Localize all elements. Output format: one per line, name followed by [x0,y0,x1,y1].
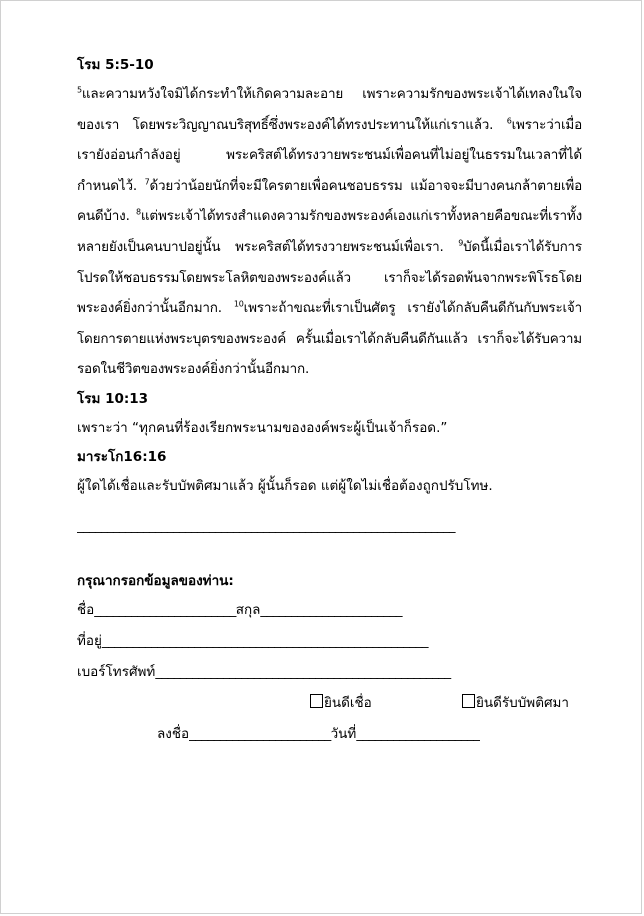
verse-number: 6 [506,116,512,126]
heading-romans-5: โรม 5:5-10 [77,57,154,73]
believe-option[interactable] [310,688,372,719]
name-field[interactable]: _______________________ [94,601,236,618]
believe-checkbox[interactable] [310,694,323,708]
surname-label: สกุล [235,601,261,618]
address-field[interactable]: _____________________________________________________ [101,632,428,649]
date-label: วันที่ [330,725,357,742]
verse-text: เพราะว่าเมื่อเรายังอ่อนกำลังอยู่ พระคริสต์ได้ทรงวายพระชนม์เพื่อคนที่ไม่อยู่ในธรรมในเวลาที่ได้กำหนดไว้. [77,116,582,194]
address-row [77,626,582,657]
verse-number: 9 [458,238,464,248]
phone-field[interactable]: ________________________________________________ [155,663,451,680]
mark-16-passage: ผู้ใดได้เชื่อและรับบัพติศมาแล้ว ผู้นั้นก็รอด แต่ผู้ใดไม่เชื่อต้องถูกปรับโทษ. [77,477,493,494]
date-field[interactable]: ____________________ [356,725,480,742]
name-row [77,595,582,626]
signature-row [77,719,582,750]
surname-field[interactable]: _______________________ [260,601,402,618]
signature-group [157,719,479,750]
believe-label: ยินดีเชื่อ [324,694,372,711]
verse-text: แต่พระเจ้าได้ทรงสำแดงความรักของพระองค์เองแก่เราทั้งหลายคือขณะที่เราทั้งหลายยังเป็นคนบาปอยู่นั้น พระคริสต์ได้ทรงวายพระชนม์เพื่อเรา. [77,208,582,255]
verse-text: บัดนี้เมื่อเราได้รับการโปรดให้ชอบธรรมโดยพระโลหิตของพระองค์แล้ว เราก็จะได้รอดพ้นจากพระพิโรธโดยพระองค์ยิ่งกว่านั้นอีกมาก. [77,238,582,317]
verse-number: 5 [77,85,82,95]
baptism-label: ยินดีรับบัพติศมา [476,694,570,711]
heading-mark-16: มาระโก16:16 [77,448,167,465]
verse-number: 7 [144,177,150,187]
romans-5-passage [77,79,582,385]
verse-number: 8 [136,207,141,217]
divider-line: _______________________________________________________________ [77,518,455,534]
heading-romans-10: โรม 10:13 [77,390,149,407]
verse-number: 10 [233,299,244,309]
phone-label: เบอร์โทรศัพท์ [77,663,156,680]
signature-label: ลงชื่อ [157,725,190,742]
verse-text: ด้วยว่าน้อยนักที่จะมีใครตายเพื่อคนชอบธรรม แม้อาจจะมีบางคนกล้าตายเพื่อคนดีบ้าง. [77,177,582,225]
form-title: กรุณากรอกข้อมูลของท่าน: [77,572,234,589]
baptism-checkbox[interactable] [462,694,475,708]
romans-10-passage: เพราะว่า “ทุกคนที่ร้องเรียกพระนามขององค์พระผู้เป็นเจ้าก็รอด.” [77,419,448,436]
verse-text: เพราะถ้าขณะที่เราเป็นศัตรู เรายังได้กลับคืนดีกันกับพระเจ้าโดยการตายแห่งพระบุตรของพระองค์ ครั้นเมื่อเราได้กลับคืนดีกันแล้ว เราก็จะได้รับความรอดในชีวิตของพระองค์ยิ่งกว่านั้นอีกมาก. [77,300,582,378]
document-content [77,51,582,750]
address-label: ที่อยู่ [77,632,102,649]
verse-text: และความหวังใจมิได้กระทำให้เกิดความละอาย เพราะความรักของพระเจ้าได้เทลงในใจของเรา โดยพระวิญญาณบริสุทธิ์ซึ่งพระองค์ได้ทรงประทานให้แก่เราแล้ว. [77,86,582,133]
baptism-option[interactable] [462,688,569,719]
signature-field[interactable]: _______________________ [189,725,331,742]
checkbox-row [77,688,582,719]
phone-row [77,657,582,688]
name-label: ชื่อ [77,601,95,618]
